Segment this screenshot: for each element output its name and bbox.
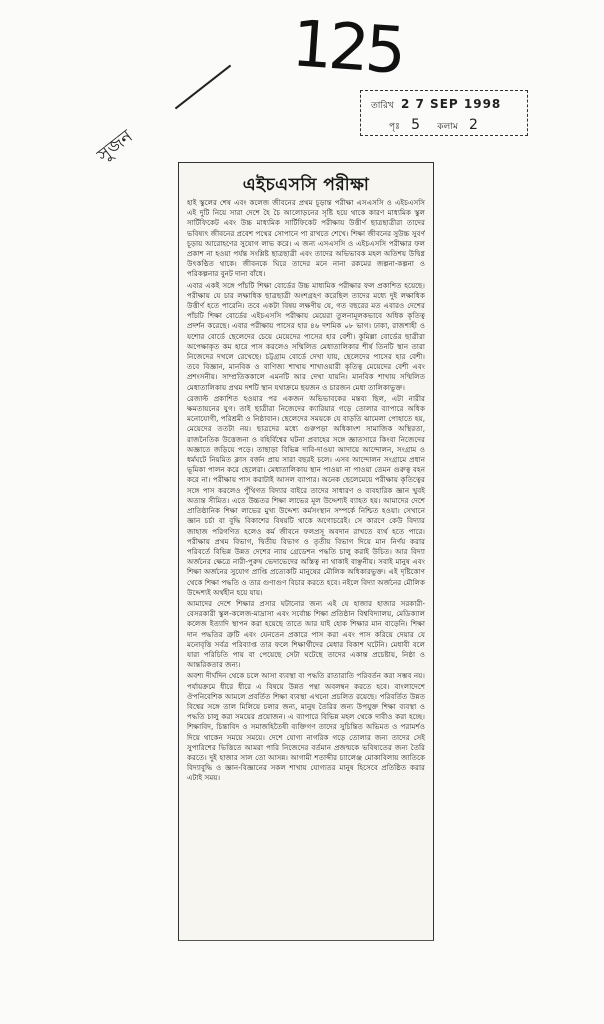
stamp-page-label: পৃঃ bbox=[389, 122, 400, 132]
article-body bbox=[187, 198, 425, 934]
stamp-column-label: কলাম bbox=[437, 122, 458, 132]
article-paragraph: অবশ্য দীর্ঘদিন থেকে চলে আসা ব্যবস্থা বা পদ্ধতি রাতারাতি পরিবর্তন করা সম্ভব নয়। পর্যায়ক্রমে ধীরে ধীরে এ বিষয়ে উন্নত পন্থা অবলম্বন করতে হবে। বাংলাদেশে ঔপনিবেশিক আমলে প্রবর্তিত শিক্ষা ব্যবস্থা এখনো প্রচলিত রয়েছে। পরিবর্তিত উন্নত বিশ্বের সঙ্গে তাল মিলিয়ে চলার জন্য, মানুষ তৈরির জন্য উপযুক্ত শিক্ষা ব্যবস্থা ও পদ্ধতি চালু করা সময়ের প্রয়োজন। এ ব্যাপারে বিভিন্ন মহল থেকে দাবীও করা হচ্ছে। শিক্ষাবিদ, চিন্তাবিদ ও সমাজহিতৈষী ব্যক্তিগণ তাদের সুচিন্তিত অভিমত ও পরামর্শও দিয়ে থাকেন সময়ে সময়ে। দেশে যোগ্য নাগরিক গড়ে তোলার জন্য তাদের সেই সুপারিশের ভিত্তিতে আমরা পারি নিজেদের বর্তমান প্রজন্মকে ভবিষ্যতের জন্য তৈরি করতে। দুই হাজার সাল তো আসন্ন। আগামী শতাব্দীর চ্যালেঞ্জ মোকাবিলায় জাতিকে বিদ্যাবুদ্ধি ও জ্ঞান-বিজ্ঞানের সকল শাখায় যোগ্যতর মানুষ হিসেবে প্রতিষ্ঠিত করার এটাই সময়। bbox=[187, 671, 425, 783]
stamp-page-value: 5 bbox=[411, 117, 421, 133]
date-stamp bbox=[360, 90, 528, 136]
stamp-page-row bbox=[389, 117, 492, 134]
clipping-top-edge bbox=[179, 162, 433, 171]
newspaper-clipping bbox=[178, 162, 434, 941]
handwritten-page-number: 125 bbox=[289, 7, 405, 89]
stamp-column-value: 2 bbox=[469, 117, 478, 133]
stamp-date-row bbox=[371, 97, 501, 113]
article-headline: এইচএসসি পরীক্ষা bbox=[242, 175, 370, 195]
article-paragraph: রেজাল্ট প্রকাশিত হওয়ার পর একজন অভিভাবকের মন্তব্য ছিল, এটা নারীর ক্ষমতায়নের যুগ। তাই ছাত্রীরা নিজেদের ক্যারিয়ার গড়ে তোলার ব্যাপারে অধিক মনোযোগী, পরিশ্রমী ও নিষ্ঠাবান। ছেলেদের সময়কে যে বাড়তি ঝামেলা পোহাতে হয়, মেয়েদের ততটা নয়। ছাত্রদের মধ্যে গুরুপড়া অধিকাংশ সামাজিক অস্থিরতা, রাজনৈতিক উত্তেজনা ও বহির্বিশ্বের ঘটনা প্রবাহের সঙ্গে জ্ঞাতসারে কিংবা নিজেদের অজ্ঞাতে জড়িয়ে পড়ে। তাছাড়া বিভিন্ন দাবি-দাওয়া আদায়ে আন্দোলন, সংগ্রাম ও ধর্মঘটে নিয়মিত ক্লাস বর্জন প্রায় সারা বছরই চলে। এসব আন্দোলন সংগ্রামে প্রধান ভূমিকা পালন করে ছেলেরা। মেধাতালিকায় স্থান পাওয়া না পাওয়া তেমন গুরুত্ব বহন করে না। পরীক্ষায় পাস করাটাই আসল ব্যাপার। অনেক ছেলেমেয়ে পরীক্ষায় কৃতিত্বের সঙ্গে পাস করলেও পুঁথিগত বিদ্যার বাইরে তাদের সাধারণ ও ব্যবহারিক জ্ঞান খুবই অত্যন্ত সীমিত। এতে উচ্চতর শিক্ষা লাভের মূল উদ্দেশ্যই ব্যাহত হয়। আমাদের দেশে প্রাতিষ্ঠানিক শিক্ষা লাভের মুখ্য উদ্দেশ্য কর্মসংস্থান সম্পর্কে নিশ্চিত হওয়া। সেখানে জ্ঞান চর্চা বা বুদ্ধি বিকাশের বিষয়টি থাকে অগোচরেই। সে কারণে কেউ বিদ্যার জাহাজ পরিগণিত হলেও কর্ম জীবনে ফলপ্রসূ অবদান রাখতে ব্যর্থ হতে পারে। পরীক্ষায় প্রথম বিভাগ, দ্বিতীয় বিভাগ ও তৃতীয় বিভাগ দিয়ে মান নির্ণয় করার পরিবর্তে বিভিন্ন উন্নত দেশের ন্যায় গ্রেডেশন পদ্ধতি চালু করাই উচিত। আর বিদ্যা অর্জনের ক্ষেত্রে নারী-পুরুষ ভেদাভেদের অস্তিত্ব না থাকাই বাঞ্ছনীয়। সবাই মানুষ এবং শিক্ষা অর্জনের সুযোগ প্রাপ্তি প্রত্যেকটি মানুষের মৌলিক অধিকারভুক্ত। এই দৃষ্টিকোণ থেকে শিক্ষা পদ্ধতি ও তার গুণাগুণ বিচার করতে হবে। নইলে বিদ্যা অর্জনের মৌলিক উদ্দেশ্যই অর্থহীন হয়ে যায়। bbox=[187, 393, 425, 597]
article-paragraph: এবার একই সঙ্গে পাঁচটি শিক্ষা বোর্ডের উচ্চ মাধ্যমিক পরীক্ষার ফল প্রকাশিত হয়েছে। পরীক্ষায় যে চার লক্ষাধিক ছাত্রছাত্রী অংশগ্রহণ করেছিল তাদের মধ্যে দুই লক্ষাধিক উত্তীর্ণ হতে পারেনি। তবে একটা বিষয় লক্ষণীয় যে, গত বছরের মত এবারও দেশের পাঁচটি শিক্ষা বোর্ডের এইচএসসি পরীক্ষায় মেয়েরা তুলনামূলকভাবে অধিক কৃতিত্ব প্রদর্শন করেছে। এবার পরীক্ষায় পাসের হার ৪৬ দশমিক ০৮ ভাগ। ঢাকা, রাজশাহী ও যশোর বোর্ডে ছেলেদের চেয়ে মেয়েদের পাসের হার বেশী। কুমিল্লা বোর্ডের ছাত্রীরা অপেক্ষাকৃত কম হারে পাস করলেও সম্মিলিত মেধাতালিকার শীর্ষ তিনটি স্থান তারা নিজেদের দখলে রেখেছে। চট্টগ্রাম বোর্ডে দেখা যায়, ছেলেদের পাসের হার বেশী। তবে বিজ্ঞান, মানবিক ও বাণিজ্য শাখায় শাখাওয়ারী কৃতিত্ব মেয়েদের বেশী এবং প্রশংসনীয়। সাম্প্রতিককালে এমনটি আর দেখা যায়নি। মানবিক শাখায় সম্মিলিত মেধাতালিকায় প্রথম দশটি স্থান যথাক্রমে ছয়জন ও চারজন মেধা তালিকাভুক্ত। bbox=[187, 280, 425, 392]
stamp-date-label: তারিখ bbox=[371, 101, 394, 111]
article-paragraph: আমাদের দেশে শিক্ষার প্রসার ঘটানোর জন্য এই যে হাজার হাজার সরকারী-বেসরকারী স্কুল-কলেজ-মাদ্রাসা এবং সর্বোচ্চ শিক্ষা প্রতিষ্ঠান বিশ্ববিদ্যালয়, মেডিক্যাল কলেজ ইত্যাদি স্থাপন করা হয়েছে তাতে আর যাই হোক শিক্ষার মান বাড়েনি। শিক্ষা দান পদ্ধতির ত্রুটি এবং যেনতেন প্রকারে পাস করা এবং পাস করিয়ে দেয়ার যে মনোবৃত্তি সর্বত্র পরিব্যাপ্ত তার ফলে শিক্ষার্থীদের মেধার বিকাশ ঘটেনি। মেধাবী বলে যারা পরিচিতি পায় বা পেয়েছে সেটা ঘটেছে তাদের একান্ত প্রচেষ্টায়, নিষ্ঠা ও আন্তরিকতার জন্য। bbox=[187, 598, 425, 670]
margin-note-underline bbox=[175, 65, 231, 110]
stamp-date: 2 7 SEP 1998 bbox=[401, 97, 502, 111]
article-paragraph: হাই স্কুলের শেষ এবং কলেজ জীবনের প্রথম চূড়ান্ত পরীক্ষা এসএসসি ও এইচএসসি এই দুটি নিয়ে সারা দেশে হৈ চৈ আলোড়নের সৃষ্টি হয়ে থাকে কারণ মাধ্যমিক স্কুল সার্টিফিকেট এবং উচ্চ মাধ্যমিক সার্টিফিকেট পরীক্ষায় উত্তীর্ণ ছাত্রছাত্রীরা তাদের ভবিষ্যৎ জীবনের প্রবেশ পথের সোপানে পা রাখতে শেখে। শিক্ষা জীবনের সুউচ্চ সুবর্ণ চূড়ায় আরোহণের সুযোগ লাভ করে। এ জন্য এসএসসি ও এইচএসসি পরীক্ষার ফল প্রকাশ না হওয়া পর্যন্ত সংশ্লিষ্ট ছাত্রছাত্রী এবং তাদের অভিভাবক মহল অতিশয় উদ্বিগ্ন উৎকণ্ঠিত থাকে। জীবনকে ঘিরে তাদের মনে নানা রকমের জল্পনা-কল্পনা ও পরিকল্পনার বুনট দানা বাঁধে। bbox=[187, 198, 425, 279]
handwritten-margin-note: সুজন bbox=[93, 125, 137, 167]
